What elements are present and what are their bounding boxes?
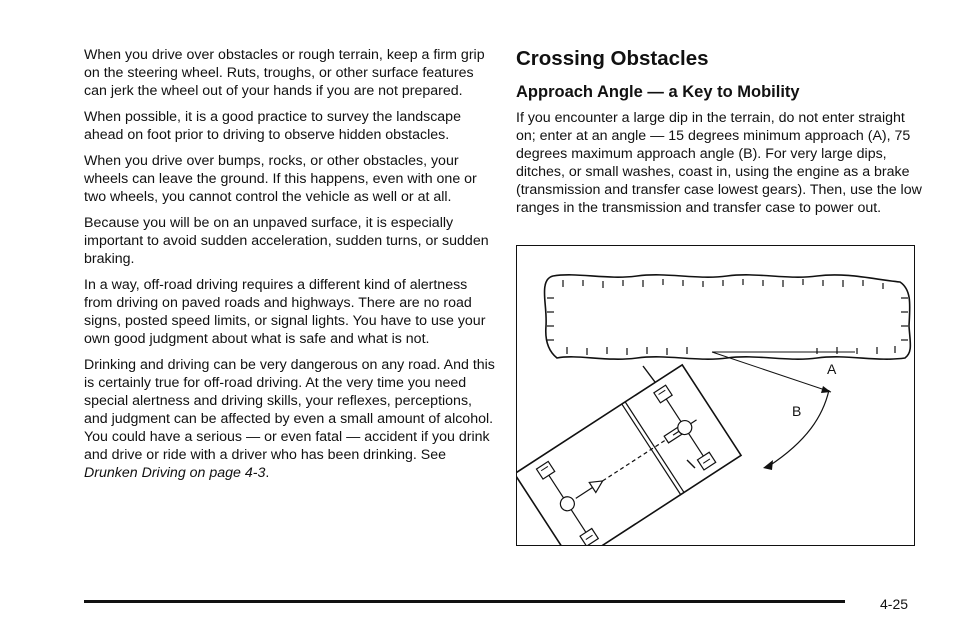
ditch-outline (544, 275, 910, 359)
vehicle-chassis (517, 365, 741, 545)
paragraph-unpaved: Because you will be on an unpaved surface, it is especially important to avoid sudden acceleration, sudden turns, or sudden braking. (84, 215, 489, 267)
arrow-head-a (821, 386, 831, 393)
section-subtitle: Approach Angle — a Key to Mobility (516, 83, 800, 101)
label-a: A (827, 361, 837, 377)
paragraph-wheels: When you drive over bumps, rocks, or other obstacles, your wheels can leave the ground. If this happens, even with one or two wheels, you cannot control the vehicle as well or at all. (84, 153, 477, 205)
ditch-ticks-sides (547, 298, 908, 340)
label-b: B (792, 403, 802, 419)
approach-angle-illustration (516, 245, 915, 546)
approach-paragraph: If you encounter a large dip in the terrain, do not enter straight on; enter at an angle — 15 degrees minimum approach (A), 75 degrees maximum approach angle (B). For very large dips, ditches, or small washes, coast in, using the engine as a brake (transmission and transfer case lowest gears). Then, use the low ranges in the transmission and transfer case to power out. (516, 110, 922, 216)
left-column (84, 46, 496, 490)
paragraph-alertness: In a way, off-road driving requires a different kind of alertness from driving on paved roads and highways. There are no road signs, posted speed limits, or signal lights. You have to use your own good judgment about what is safe and what is not. (84, 277, 486, 347)
paragraph-grip: When you drive over obstacles or rough terrain, keep a firm grip on the steering wheel. Ruts, troughs, or other surface features can jerk the wheel out of your hands if you are not prepared. (84, 47, 485, 99)
arrow-head-b (763, 460, 773, 470)
right-column (516, 46, 926, 217)
angle-arc-b (769, 390, 829, 466)
paragraph-drinking (84, 356, 496, 482)
approach-angle-diagram (517, 246, 914, 545)
drunken-driving-link[interactable]: Drunken Driving on page 4-3 (84, 465, 266, 481)
footer-rule (84, 600, 845, 603)
ditch-ticks-bottom (567, 346, 895, 355)
paragraph-survey: When possible, it is a good practice to survey the landscape ahead on foot prior to driving to observe hidden obstacles. (84, 109, 461, 143)
drinking-end: . (265, 465, 270, 481)
chassis-mark (643, 366, 655, 382)
ditch-ticks-top (563, 279, 883, 289)
page-number: 4-25 (880, 596, 909, 612)
drinking-text: Drinking and driving can be very dangerous on any road. And this is certainly true for off-road driving. At the very time you need special alertness and driving skills, your reflexes, perceptions, and judgment can be affected by even a small amount of alcohol. You could have a serious — or even fatal — accident if you drink and drive or ride with a driver who has been drinking. See (84, 357, 495, 463)
section-title: Crossing Obstacles (516, 47, 709, 70)
